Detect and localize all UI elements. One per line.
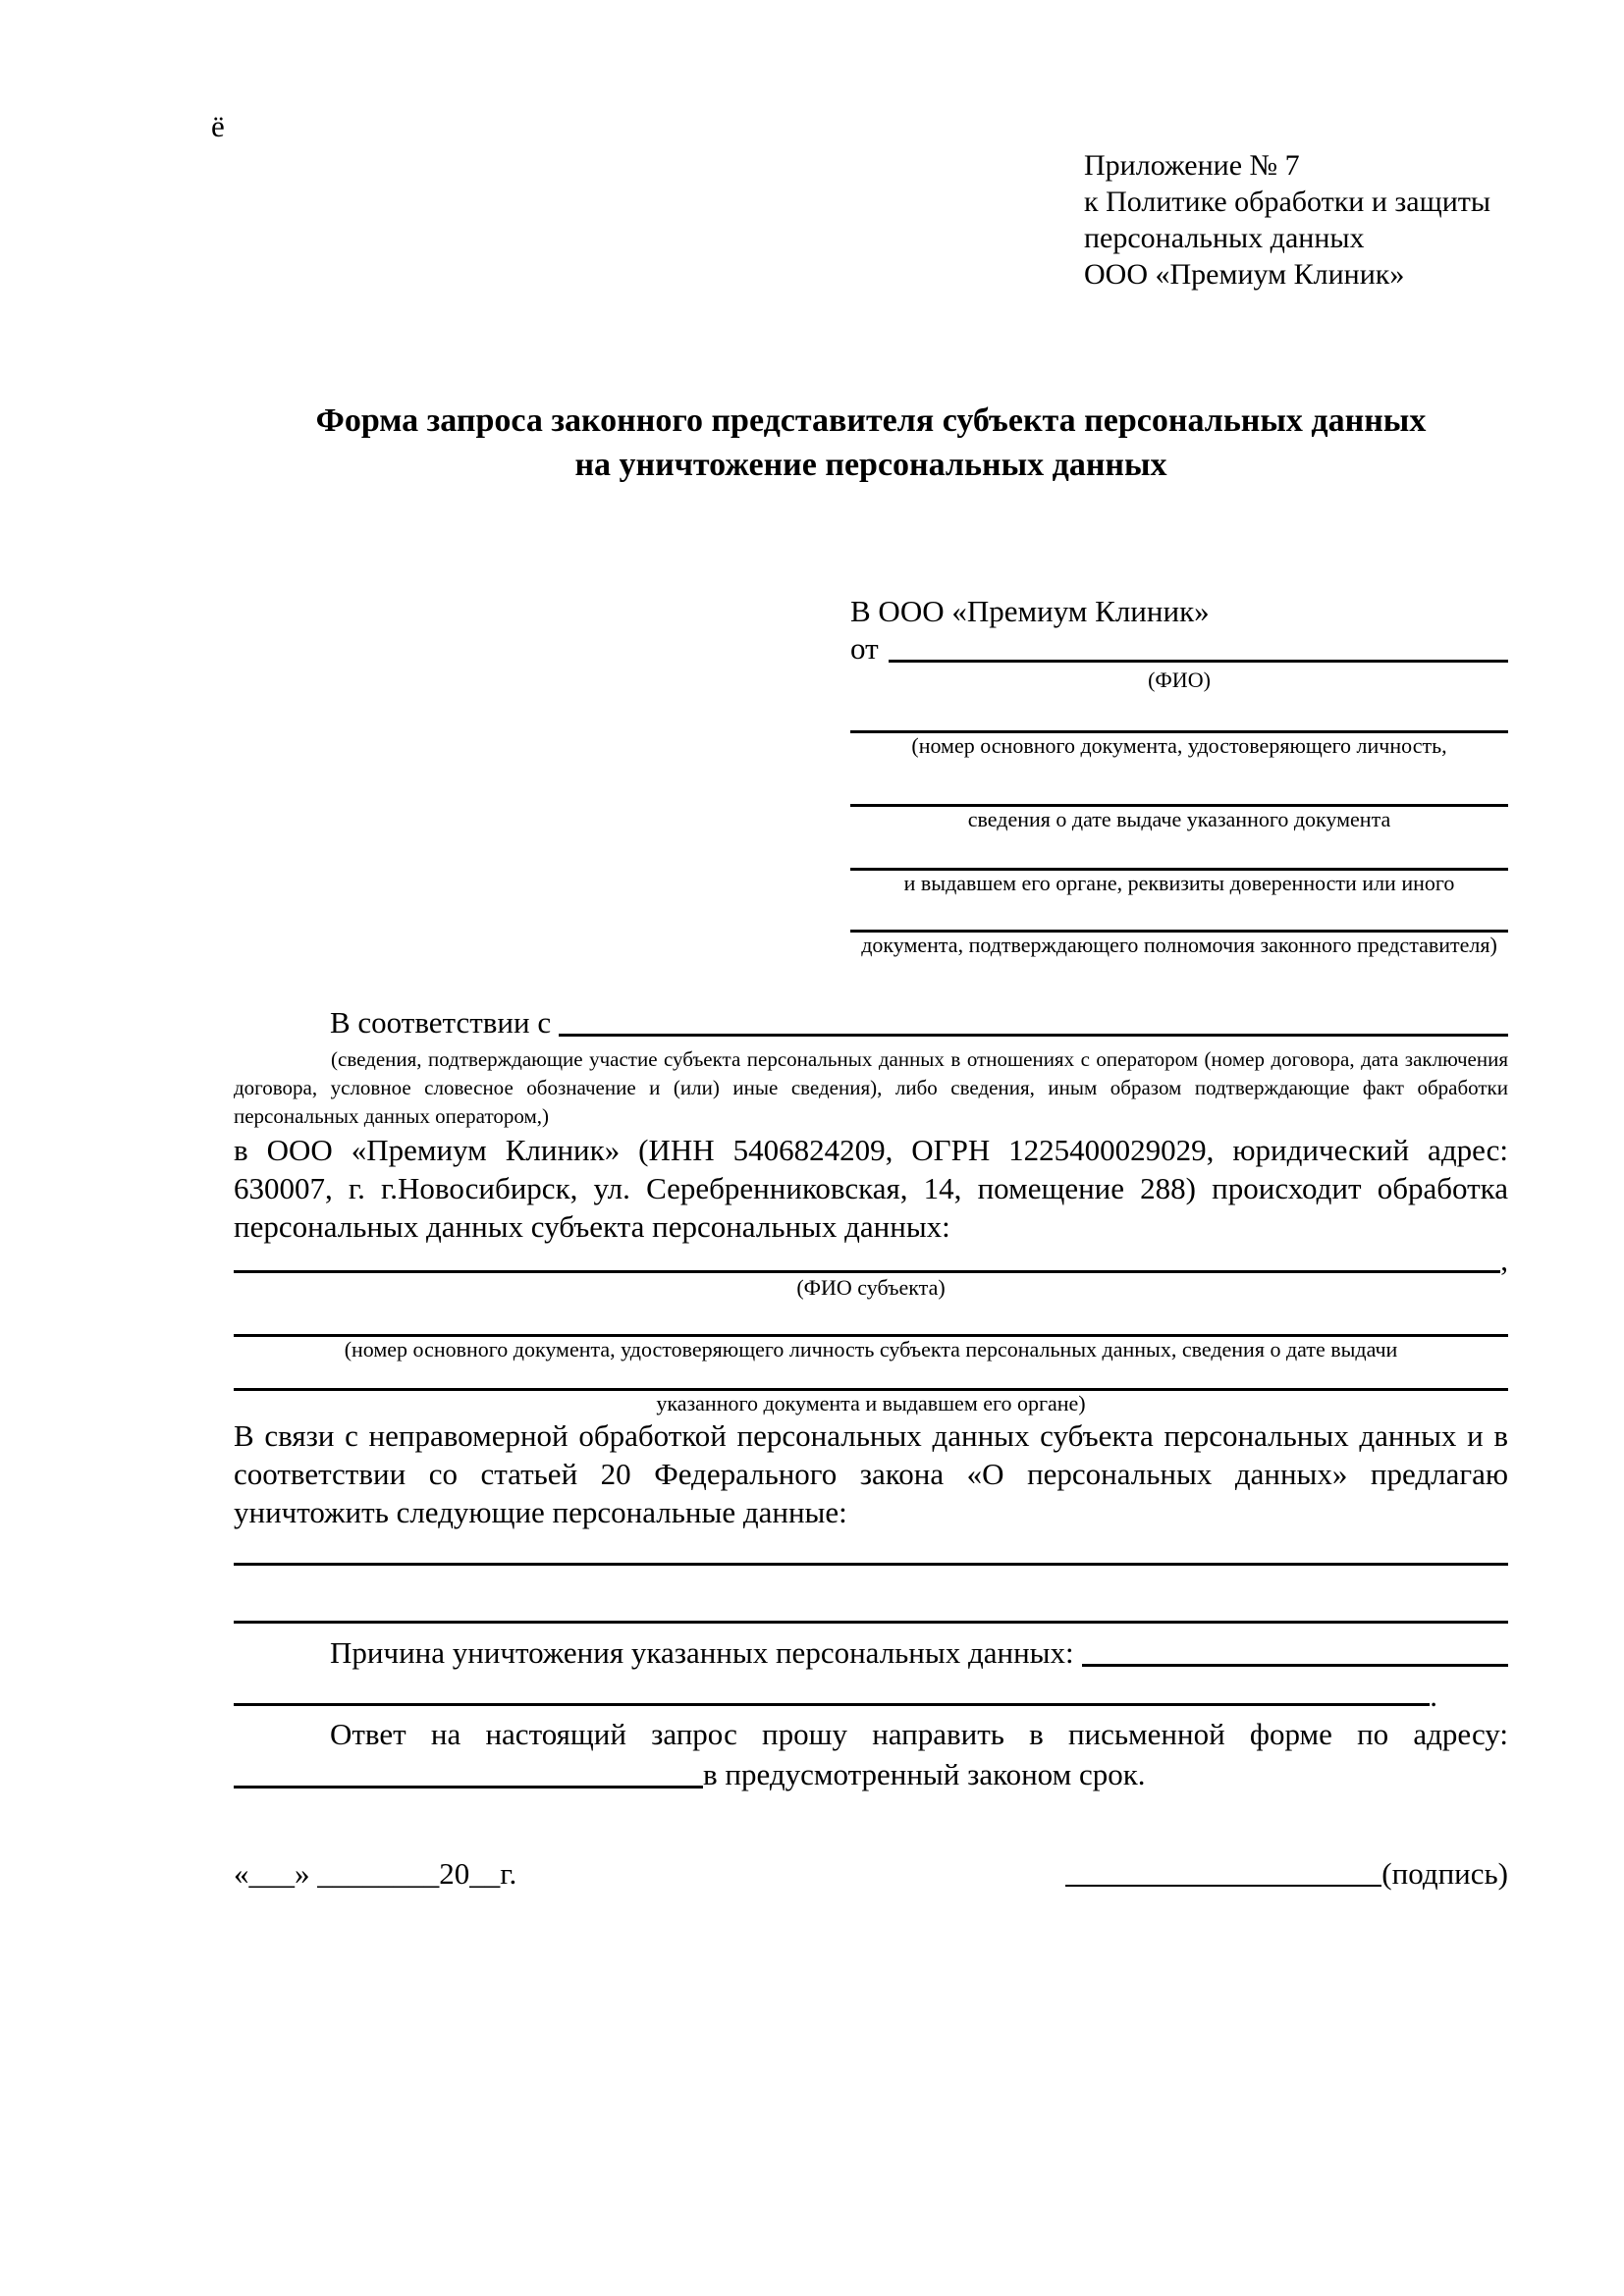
trailing-period: . [1430,1679,1437,1713]
addressee-block [850,593,1508,958]
trailing-comma: , [1500,1243,1508,1277]
address-blank-line [234,1786,703,1789]
from-blank-line [889,642,1508,663]
operator-paragraph: в ООО «Премиум Клиник» (ИНН 5406824209, ОГРН 1225400029029, юридический адрес: 630007, г. г.Новосибирск, ул. Серебренниковская, 14, помещение 288) происходит обработка персональных данных субъекта персональных данных: [234,1133,1508,1244]
answer-paragraph: Ответ на настоящий запрос прошу направить в письменной форме по адресу: [330,1717,1508,1751]
field-caption: (номер основного документа, удостоверяющего личность, [911,733,1447,758]
subject-fio-caption: (ФИО субъекта) [796,1275,946,1300]
data-to-destroy-blank-line-1 [234,1563,1508,1566]
data-to-destroy-blank-line-2 [234,1621,1508,1624]
accordance-note: (сведения, подтверждающие участие субъекта персональных данных в отношениях с оператором (номер договора, дата заключения договора, условное словесное обозначение и (или) иные сведения), либо сведения, иным образом подтверждающие факт обработки персональных данных оператором,) [234,1047,1508,1128]
appendix-line: персональных данных [1084,222,1365,254]
page-title-line: на уничтожение персональных данных [574,447,1167,483]
request-paragraph: В связи с неправомерной обработкой персональных данных субъекта персональных данных и в соответствии со статьей 20 Федерального закона «О персональных данных» предлагаю уничтожить следующие персональные данные: [234,1418,1508,1529]
appendix-line: Приложение № 7 [1084,149,1300,182]
reason-row [234,1633,1508,1672]
from-label: от [850,631,879,666]
page-title [234,399,1508,487]
fio-caption: (ФИО) [1148,667,1211,692]
addressee-to: В ООО «Премиум Клиник» [850,594,1210,628]
answer-tail: в предусмотренный законом срок. [703,1757,1146,1791]
from-row [850,630,1508,667]
field-caption: документа, подтверждающего полномочия законного представителя) [861,933,1497,957]
stray-character: ё [211,109,225,143]
appendix-block [1084,147,1490,293]
subject-fio-blank-line [234,1253,1500,1273]
accordance-lead: В соответствии с [330,1005,552,1040]
accordance-blank-line [559,1016,1508,1037]
reason-continuation-row [234,1679,1437,1713]
appendix-line: к Политике обработки и защиты [1084,186,1491,218]
signature-caption: (подпись) [1381,1856,1508,1891]
subject-doc-caption-2: указанного документа и выдавшем его органе) [656,1391,1086,1415]
date-template: «___» ________20__г. [234,1856,517,1891]
field-caption: и выдавшем его органе, реквизиты доверенности или иного [903,871,1455,895]
signature-blank-line [1065,1885,1381,1887]
subject-doc-caption: (номер основного документа, удостоверяющего личность субъекта персональных данных, сведения о дате выдачи [344,1337,1398,1362]
answer-address-row [234,1755,1508,1793]
appendix-line: ООО «Премиум Клиник» [1084,258,1405,291]
signature-group [1065,1854,1508,1893]
subject-fio-row [234,1243,1508,1277]
reason-blank-line [1082,1646,1508,1667]
document-body [234,1003,1508,1893]
date-signature-row [234,1854,1508,1893]
reason-blank-line-2 [234,1685,1430,1706]
page-title-line: Форма запроса законного представителя субъекта персональных данных [315,402,1427,439]
reason-lead: Причина уничтожения указанных персональных данных: [330,1635,1074,1670]
field-caption: сведения о дате выдаче указанного документа [967,807,1391,831]
accordance-row [234,1003,1508,1041]
